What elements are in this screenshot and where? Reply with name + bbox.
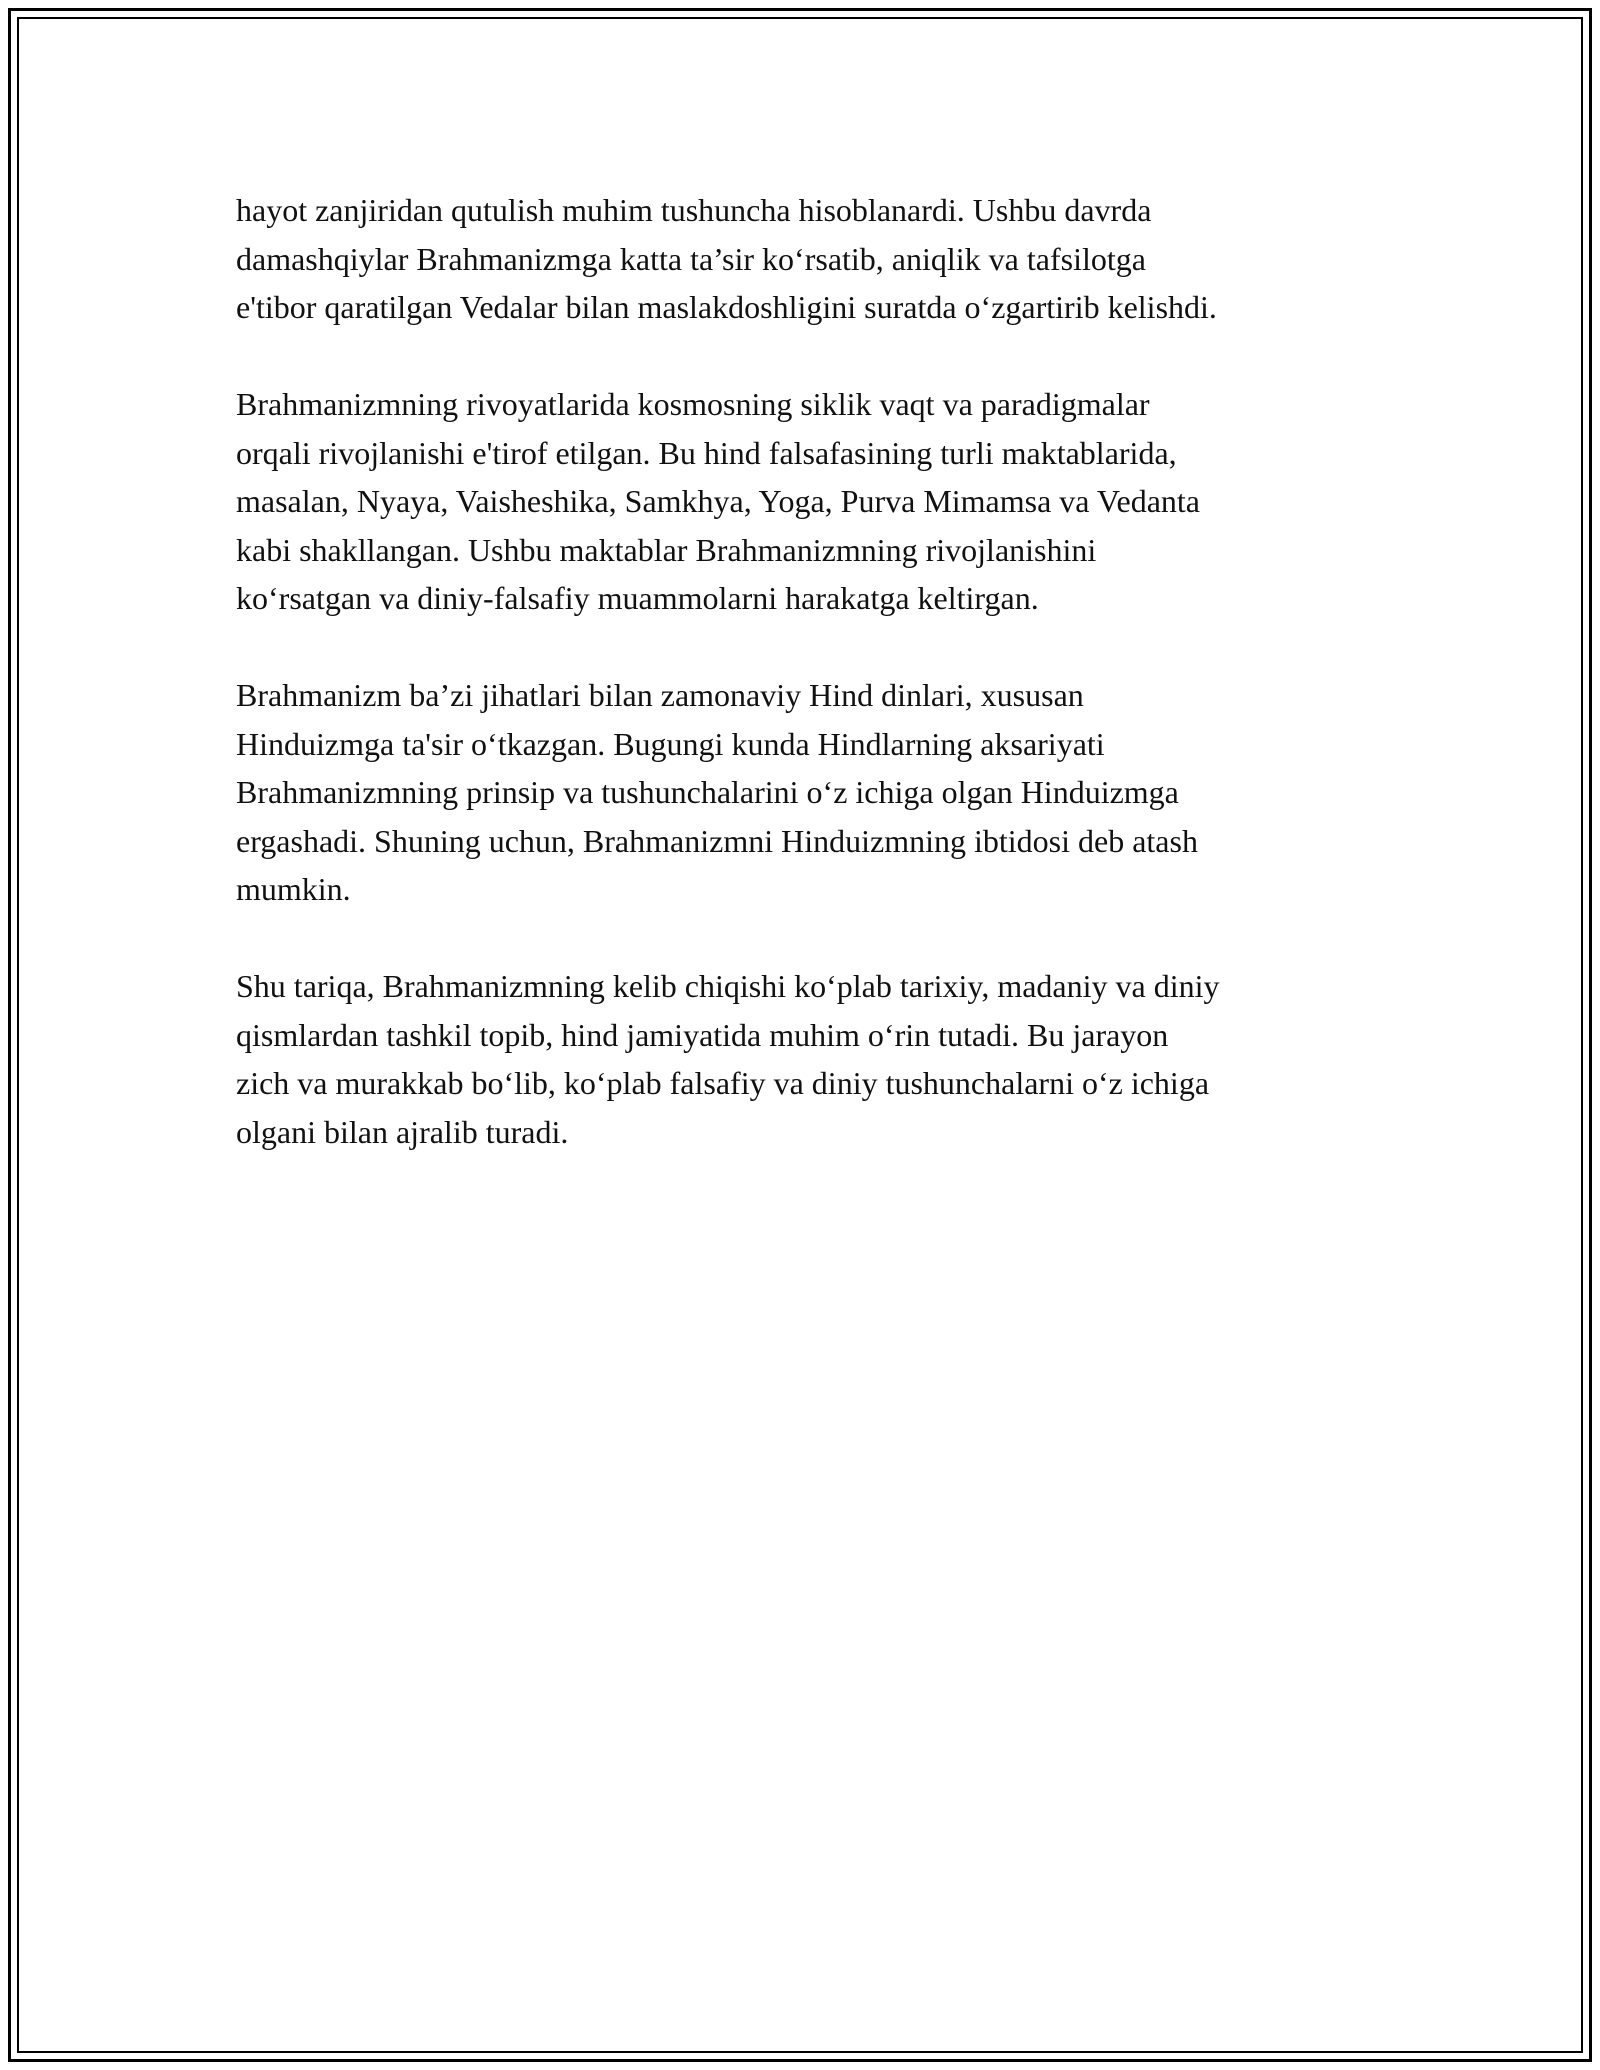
paragraph-1: hayot zanjiridan qutulish muhim tushuncha hisoblanardi. Ushbu davrda damashqiylar Brahmanizmga katta ta’sir ko‘rsatib, aniqlik va tafsilotga e'tibor qaratilgan Vedalar bilan maslakdoshligini suratda o‘zgartirib kelishdi.: [236, 192, 1217, 325]
paragraph-2: Brahmanizmning rivoyatlarida kosmosning siklik vaqt va paradigmalar orqali rivojlanishi e'tirof etilgan. Bu hind falsafasining turli maktablarida, masalan, Nyaya, Vaisheshika, Samkhya, Yoga, Purva Mimamsa va Vedanta kabi shakllangan. Ushbu maktablar Brahmanizmning rivojlanishini ko‘rsatgan va diniy-falsafiy muammolarni harakatga keltirgan.: [236, 386, 1200, 616]
paragraph-4: Shu tariqa, Brahmanizmning kelib chiqishi ko‘plab tarixiy, madaniy va diniy qismlardan tashkil topib, hind jamiyatida muhim o‘rin tutadi. Bu jarayon zich va murakkab bo‘lib, ko‘plab falsafiy va diniy tushunchalarni o‘z ichiga olgani bilan ajralib turadi.: [236, 968, 1220, 1150]
paragraph-3: Brahmanizm ba’zi jihatlari bilan zamonaviy Hind dinlari, xususan Hinduizmga ta'sir o‘tkazgan. Bugungi kunda Hindlarning aksariyati Brahmanizmning prinsip va tushunchalarini o‘z ichiga olgan Hinduizmga ergashadi. Shuning uchun, Brahmanizmni Hinduizmning ibtidosi deb atash mumkin.: [236, 677, 1198, 907]
document-body: [236, 186, 1376, 1205]
